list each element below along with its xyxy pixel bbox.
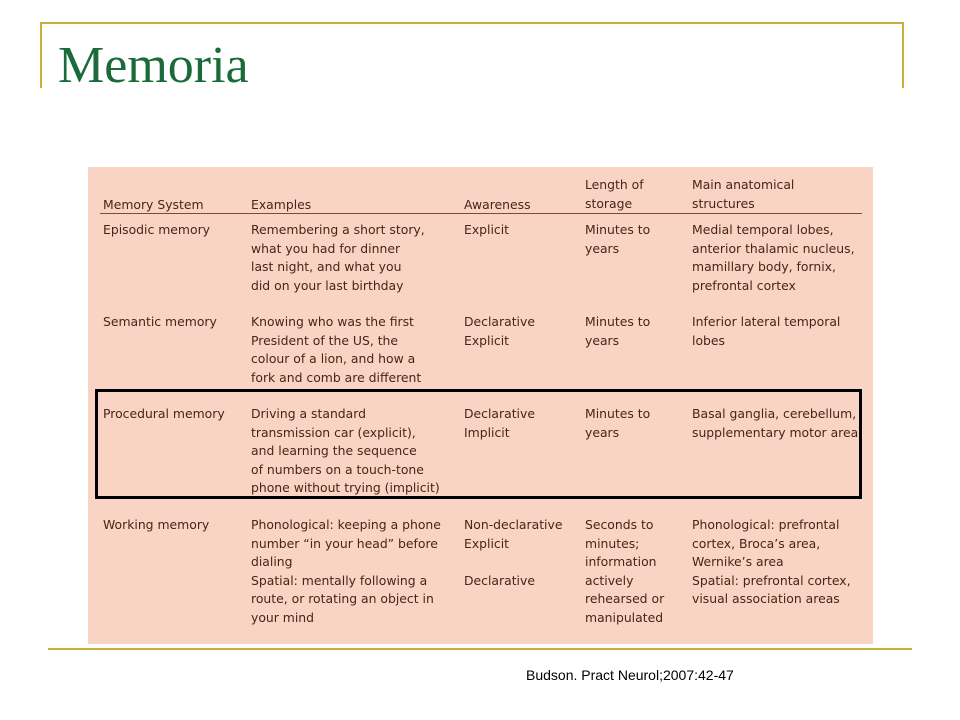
column-header-structures-line: structures <box>692 195 755 211</box>
top-rule <box>40 22 904 24</box>
table-cell-system-line: Semantic memory <box>103 314 217 329</box>
column-header-awareness-line: Awareness <box>464 197 531 212</box>
table-cell-length <box>585 516 664 628</box>
table-cell-examples <box>251 516 441 628</box>
citation: Budson. Pract Neurol;2007:42-47 <box>526 667 734 683</box>
table-cell-examples-line: Spatial: mentally following a <box>251 572 428 588</box>
column-header-length-line: storage <box>585 195 633 211</box>
table-cell-examples-line: route, or rotating an object in <box>251 591 434 607</box>
table-cell-structures-line: anterior thalamic nucleus, <box>692 240 855 256</box>
table-cell-awareness-line: Declarative <box>464 572 535 588</box>
table-cell-length-line: Minutes to <box>585 222 651 237</box>
table-cell-length-line: actively <box>585 572 634 588</box>
table-cell-examples-line: Driving a standard <box>251 406 367 421</box>
table-cell-examples <box>251 313 421 387</box>
table-cell-structures-line: prefrontal cortex <box>692 277 796 293</box>
column-header-structures <box>692 176 794 213</box>
table-cell-system-line: Episodic memory <box>103 222 211 237</box>
table-cell-examples-line: phone without trying (implicit) <box>251 480 440 496</box>
right-rule <box>902 22 904 88</box>
table-cell-examples-line: colour of a lion, and how a <box>251 351 416 367</box>
table-cell-structures-line: Medial temporal lobes, <box>692 222 834 237</box>
table-cell-length-line: rehearsed or <box>585 591 665 607</box>
table-cell-awareness <box>464 516 562 590</box>
procedural-memory-highlight-box <box>95 389 862 499</box>
table-cell-examples-line: dialing <box>251 554 293 570</box>
table-cell-system-line: Working memory <box>103 517 210 532</box>
table-cell-length-line: years <box>585 332 620 348</box>
table-cell-length-line: Minutes to <box>585 406 651 421</box>
column-header-system-line: Memory System <box>103 197 204 212</box>
table-cell-length-line: information <box>585 554 657 570</box>
table-cell-examples-line: President of the US, the <box>251 332 399 348</box>
table-cell-awareness-line: Implicit <box>464 424 510 440</box>
table-cell-awareness-line: Non-declarative <box>464 517 563 532</box>
table-cell-examples-line: Knowing who was the first <box>251 314 414 329</box>
table-cell-structures-line: visual association areas <box>692 591 840 607</box>
table-cell-examples-line: did on your last birthday <box>251 277 404 293</box>
left-rule <box>40 22 42 88</box>
column-header-awareness <box>464 196 531 215</box>
table-cell-awareness-line: Explicit <box>464 222 510 237</box>
table-cell-structures-line: supplementary motor area <box>692 424 859 440</box>
table-cell-examples-line: transmission car (explicit), <box>251 424 416 440</box>
table-cell-structures-line: cortex, Broca’s area, <box>692 535 821 551</box>
column-header-system <box>103 196 204 215</box>
table-cell-system <box>103 221 210 240</box>
table-cell-length-line: manipulated <box>585 609 664 625</box>
table-cell-system <box>103 516 209 535</box>
table-cell-awareness-line: Explicit <box>464 535 510 551</box>
table-cell-examples-line: of numbers on a touch-tone <box>251 461 424 477</box>
table-cell-structures <box>692 221 855 295</box>
column-header-length <box>585 176 644 213</box>
table-cell-awareness-line: Declarative <box>464 406 535 421</box>
table-cell-examples-line: your mind <box>251 609 315 625</box>
table-cell-structures-line: Phonological: prefrontal <box>692 517 840 532</box>
table-cell-examples-line: Remembering a short story, <box>251 222 425 237</box>
table-cell-length-line: Minutes to <box>585 314 651 329</box>
table-cell-examples <box>251 221 425 295</box>
table-cell-examples-line: and learning the sequence <box>251 443 417 459</box>
table-cell-examples-line: number “in your head” before <box>251 535 438 551</box>
table-cell-examples-line: last night, and what you <box>251 259 402 275</box>
table-cell-structures-line: Basal ganglia, cerebellum, <box>692 406 857 421</box>
table-cell-awareness <box>464 221 509 240</box>
table-cell-structures-line: mamillary body, fornix, <box>692 259 836 275</box>
table-cell-structures-line: Wernike’s area <box>692 554 784 570</box>
table-cell-system-line: Procedural memory <box>103 406 225 421</box>
table-cell-length-line: years <box>585 424 620 440</box>
bottom-rule <box>48 648 912 650</box>
table-cell-length-line: years <box>585 240 620 256</box>
table-cell-awareness <box>464 313 535 350</box>
table-cell-awareness-line: Explicit <box>464 332 510 348</box>
table-cell-awareness-line <box>464 553 562 572</box>
column-header-length-line: Length of <box>585 177 644 192</box>
slide-title: Memoria <box>58 37 249 94</box>
table-cell-length <box>585 313 650 350</box>
table-cell-length-line: minutes; <box>585 535 640 551</box>
table-cell-length-line: Seconds to <box>585 517 654 532</box>
column-header-examples <box>251 196 311 215</box>
table-cell-structures <box>692 313 840 350</box>
table-cell-structures-line: Spatial: prefrontal cortex, <box>692 572 851 588</box>
table-cell-awareness-line: Declarative <box>464 314 535 329</box>
column-header-examples-line: Examples <box>251 197 312 212</box>
table-cell-examples-line: fork and comb are different <box>251 369 422 385</box>
table-cell-length <box>585 221 650 258</box>
table-cell-system <box>103 313 217 332</box>
table-cell-examples-line: Phonological: keeping a phone <box>251 517 441 532</box>
table-cell-structures <box>692 516 851 609</box>
table-cell-structures-line: Inferior lateral temporal <box>692 314 841 329</box>
table-cell-structures-line: lobes <box>692 332 725 348</box>
table-cell-examples-line: what you had for dinner <box>251 240 401 256</box>
column-header-structures-line: Main anatomical <box>692 177 795 192</box>
